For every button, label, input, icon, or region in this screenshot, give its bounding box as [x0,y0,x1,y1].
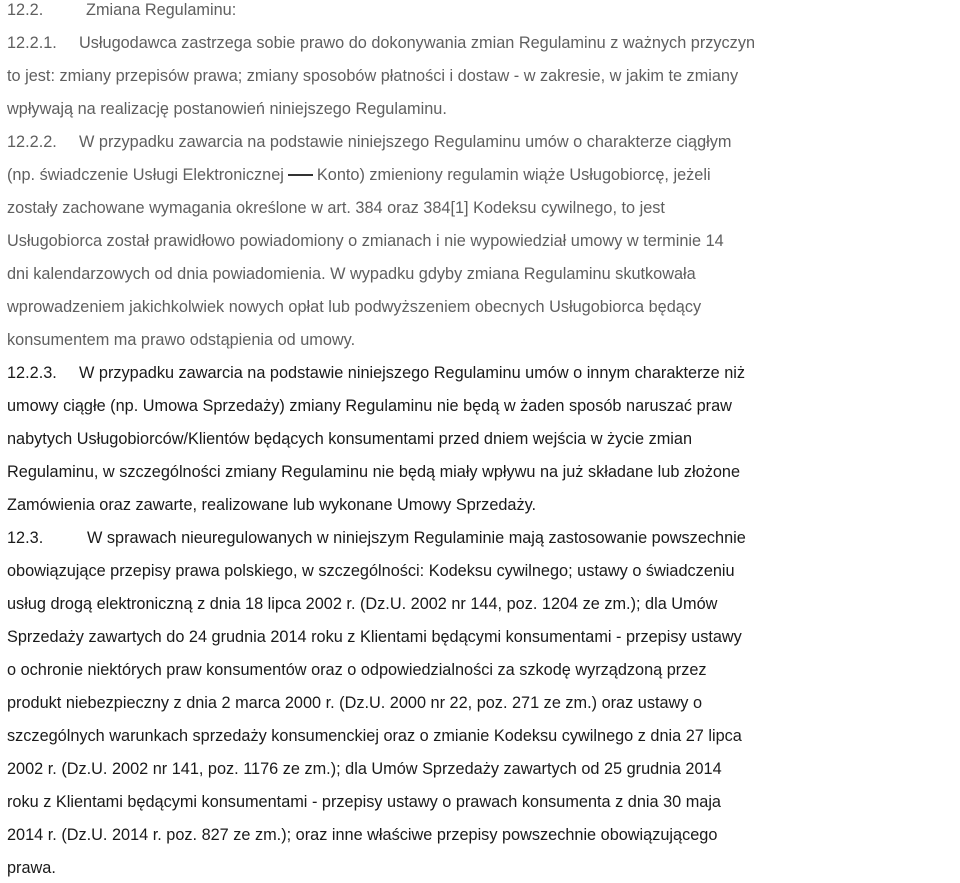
paragraph-text: 2014 r. (Dz.U. 2014 r. poz. 827 ze zm.); oraz inne właściwe przepisy powszechnie obowiązującego [7,826,718,844]
paragraph-line [7,33,755,53]
paragraph-text: wpływają na realizację postanowień niniejszego Regulaminu. [7,100,447,118]
paragraph-line [7,726,742,746]
paragraph-text: obowiązujące przepisy prawa polskiego, w szczególności: Kodeksu cywilnego; ustawy o świadczeniu [7,562,735,580]
paragraph-line [7,231,724,251]
paragraph-text: Konto) zmieniony regulamin wiąże Usługobiorcę, jeżeli [316,166,711,184]
paragraph-line [7,594,717,614]
paragraph-text: 2002 r. (Dz.U. 2002 nr 141, poz. 1176 ze zm.); dla Umów Sprzedaży zawartych od 25 grudnia 2014 [7,760,722,778]
paragraph-text: prawa. [7,859,56,877]
paragraph-line [7,165,711,185]
paragraph-text: Usługobiorca został prawidłowo powiadomiony o zmianach i nie wypowiedział umowy w terminie 14 [7,232,724,250]
paragraph-line [7,429,692,449]
paragraph-line [7,297,701,317]
paragraph-line [7,66,738,86]
paragraph-line [7,495,536,515]
paragraph-number: 12.3. [7,529,44,547]
paragraph-line [7,462,740,482]
paragraph-text: Sprzedaży zawartych do 24 grudnia 2014 roku z Klientami będącymi konsumentami - przepisy ustawy [7,628,742,646]
paragraph-number: 12.2.1. [7,34,57,52]
paragraph-text: 384 oraz 384[1] Kodeksu cywilnego, to jest [355,199,665,217]
section-title: Zmiana Regulaminu: [86,1,237,19]
section-number: 12.2. [7,1,44,19]
paragraph-line [7,396,732,416]
paragraph-line [7,132,731,152]
paragraph-text: (np. świadczenie Usługi Elektronicznej [7,166,284,184]
paragraph-number: 12.2.2. [7,133,57,151]
paragraph-line [7,660,707,680]
paragraph-text: W wypadku gdyby zmiana Regulaminu skutkowała [330,265,696,283]
paragraph-text: W przypadku zawarcia na podstawie niniejszego Regulaminu umów o charakterze ciągłym [79,133,732,151]
paragraph-line [7,99,447,119]
paragraph-line [7,825,717,845]
paragraph-line [7,792,721,812]
paragraph-line [7,528,746,548]
paragraph-line [7,561,735,581]
paragraph-text: szczególnych warunkach sprzedaży konsumenckiej oraz o zmianie Kodeksu cywilnego z dnia 27 lipca [7,727,742,745]
paragraph-text: produkt niebezpieczny z dnia 2 marca 2000 r. (Dz.U. 2000 nr 22, poz. 271 ze zm.) oraz ustawy o [7,694,703,712]
paragraph-text: W przypadku zawarcia na podstawie niniejszego Regulaminu umów o innym charakterze niż [79,364,746,382]
paragraph-text: Usługodawca zastrzega sobie prawo do dokonywania zmian Regulaminu z ważnych przyczyn [79,34,756,52]
paragraph-text: W sprawach nieuregulowanych w niniejszym Regulaminie mają zastosowanie powszechnie [87,529,746,547]
paragraph-line [7,759,722,779]
paragraph-text: wprowadzeniem jakichkolwiek nowych opłat lub podwyższeniem obecnych Usługobiorca będący [7,298,702,316]
paragraph-text: zostały zachowane wymagania określone w art. [7,199,351,217]
paragraph-text: Umowa Sprzedaży) zmiany Regulaminu nie będą w żaden sposób naruszać praw [142,397,732,415]
section-heading [7,0,236,20]
paragraph-line [7,858,56,878]
paragraph-text: umowy ciągłe (np. [7,397,139,415]
paragraph-line [7,330,355,350]
paragraph-text: roku z Klientami będącymi konsumentami - przepisy ustawy o prawach konsumenta z dnia 30 maja [7,793,721,811]
paragraph-text: dni kalendarzowych od dnia powiadomienia. [7,265,326,283]
paragraph-number: 12.2.3. [7,364,57,382]
paragraph-line [7,693,702,713]
paragraph-text: to jest: zmiany przepisów prawa; zmiany sposobów płatności i dostaw - w zakresie, w jakim te zmiany [7,67,739,85]
paragraph-line [7,264,696,284]
paragraph-line [7,198,665,218]
paragraph-text: nabytych Usługobiorców/Klientów będących konsumentami przed dniem wejścia w życie zmian [7,430,693,448]
paragraph-text: o ochronie niektórych praw konsumentów oraz o odpowiedzialności za szkodę wyrządzoną przez [7,661,707,679]
paragraph-text: Regulaminu, w szczególności zmiany Regulaminu nie będą miały wpływu na już składane lub złożone [7,463,741,481]
paragraph-text: usług drogą elektroniczną z dnia 18 lipca 2002 r. (Dz.U. 2002 nr 144, poz. 1204 ze zm.); dla Umów [7,595,718,613]
dash-rule [288,174,313,176]
paragraph-text: konsumentem ma prawo odstąpienia od umowy. [7,331,356,349]
paragraph-line [7,627,742,647]
paragraph-line [7,363,745,383]
paragraph-text: Zamówienia oraz zawarte, realizowane lub wykonane Umowy Sprzedaży. [7,496,537,514]
